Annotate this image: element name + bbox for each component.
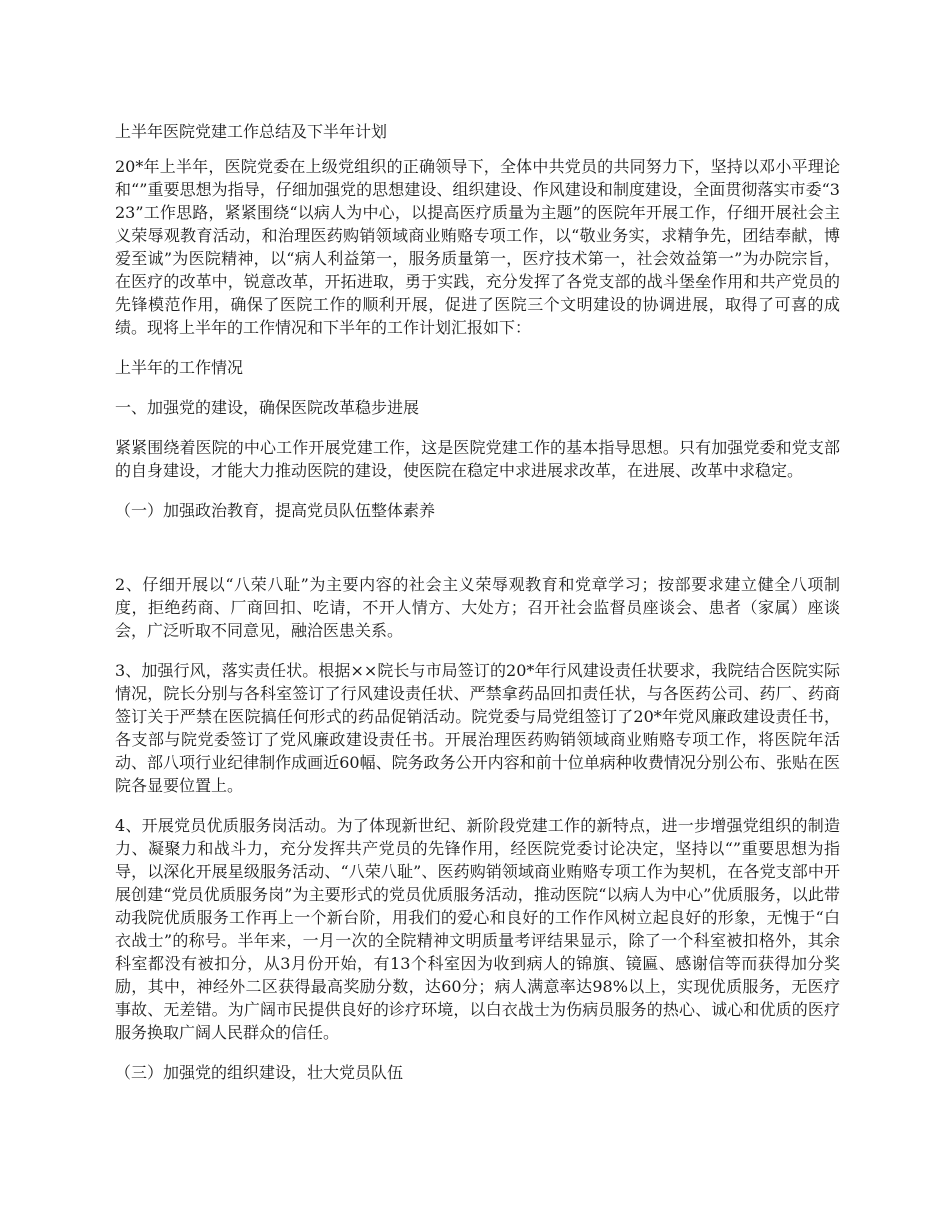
part1-body: 紧紧围绕着医院的中心工作开展党建工作，这是医院党建工作的基本指导思想。只有加强党委和党支部的自身建设，才能大力推动医院的建设，使医院在稳定中求进展求改革，在进展、改革中求稳定。 [115, 438, 840, 480]
intro-paragraph: 20*年上半年，医院党委在上级党组织的正确领导下，全体中共党员的共同努力下，坚持以邓小平理论和“”重要思想为指导，仔细加强党的思想建设、组织建设、作风建设和制度建设，全面贯彻落实市委“323”工作思路，紧紧围绕“以病人为中心，以提高医疗质量为主题”的医院年开展工作，仔细开展社会主义荣辱观教育活动，和治理医药购销领域商业贿赂专项工作，以“敬业务实，求精争先，团结奉献，博爱至诚”为医院精神，以“病人利益第一，服务质量第一，医疗技术第一，社会效益第一”为办院宗旨，在医疗的改革中，锐意改革，开拓进取，勇于实践，充分发挥了各党支部的战斗堡垒作用和共产党员的先锋模范作用，确保了医院工作的顺利开展，促进了医院三个文明建设的协调进展，取得了可喜的成绩。现将上半年的工作情况和下半年的工作计划汇报如下： [115, 157, 840, 337]
sub3-heading: （三）加强党的组织建设，壮大党员队伍 [115, 1063, 404, 1082]
blank-gap [115, 539, 840, 573]
document-title: 上半年医院党建工作总结及下半年计划 [115, 122, 388, 141]
sub1-heading: （一）加强政治教育，提高党员队伍整体素养 [115, 501, 436, 520]
item-2-paragraph: 2、仔细开展以“八荣八耻”为主要内容的社会主义荣辱观教育和党章学习；按部要求建立健全八项制度，拒绝药商、厂商回扣、吃请，不开人情方、大处方；召开社会监督员座谈会、患者（家属）座谈会，广泛听取不同意见，融洽医患关系。 [115, 575, 840, 640]
part1-heading: 一、加强党的建设，确保医院改革稳步进展 [115, 398, 420, 417]
item-3-paragraph: 3、加强行风，落实责任状。根据××院长与市局签订的20*年行风建设责任状要求，我院结合医院实际情况，院长分别与各科室签订了行风建设责任状、严禁拿药品回扣责任状，与各医药公司、药厂、药商签订关于严禁在医院搞任何形式的药品促销活动。院党委与局党组签订了20*年党风廉政建设责任书，各支部与院党委签订了党风廉政建设责任书。开展治理医药购销领域商业贿赂专项工作，将医院年活动、部八项行业纪律制作成画近60幅、院务政务公开内容和前十位单病种收费情况分别公布、张贴在医院各显要位置上。 [115, 661, 840, 795]
section-heading: 上半年的工作情况 [115, 358, 244, 377]
document-page [115, 120, 840, 1101]
item-4-paragraph: 4、开展党员优质服务岗活动。为了体现新世纪、新阶段党建工作的新特点，进一步增强党组织的制造力、凝聚力和战斗力，充分发挥共产党员的先锋作用，经医院党委讨论决定，坚持以“”重要思想为指导，以深化开展星级服务活动、“八荣八耻”、医药购销领域商业贿赂专项工作为契机，在各党支部中开展创建“党员优质服务岗”为主要形式的党员优质服务活动，推动医院“以病人为中心”优质服务，以此带动我院优质服务工作再上一个新台阶，用我们的爱心和良好的工作作风树立起良好的形象，无愧于“白衣战士”的称号。半年来，一月一次的全院精神文明质量考评结果显示，除了一个科室被扣格外，其余科室都没有被扣分，从3月份开始，有13个科室因为收到病人的锦旗、镜匾、感谢信等而获得加分奖励，其中，神经外二区获得最高奖励分数，达60分；病人满意率达98%以上，实现优质服务，无医疗事故、无差错。为广阔市民提供良好的诊疗环境，以白衣战士为伤病员服务的热心、诚心和优质的医疗服务换取广阔人民群众的信任。 [115, 816, 840, 1042]
